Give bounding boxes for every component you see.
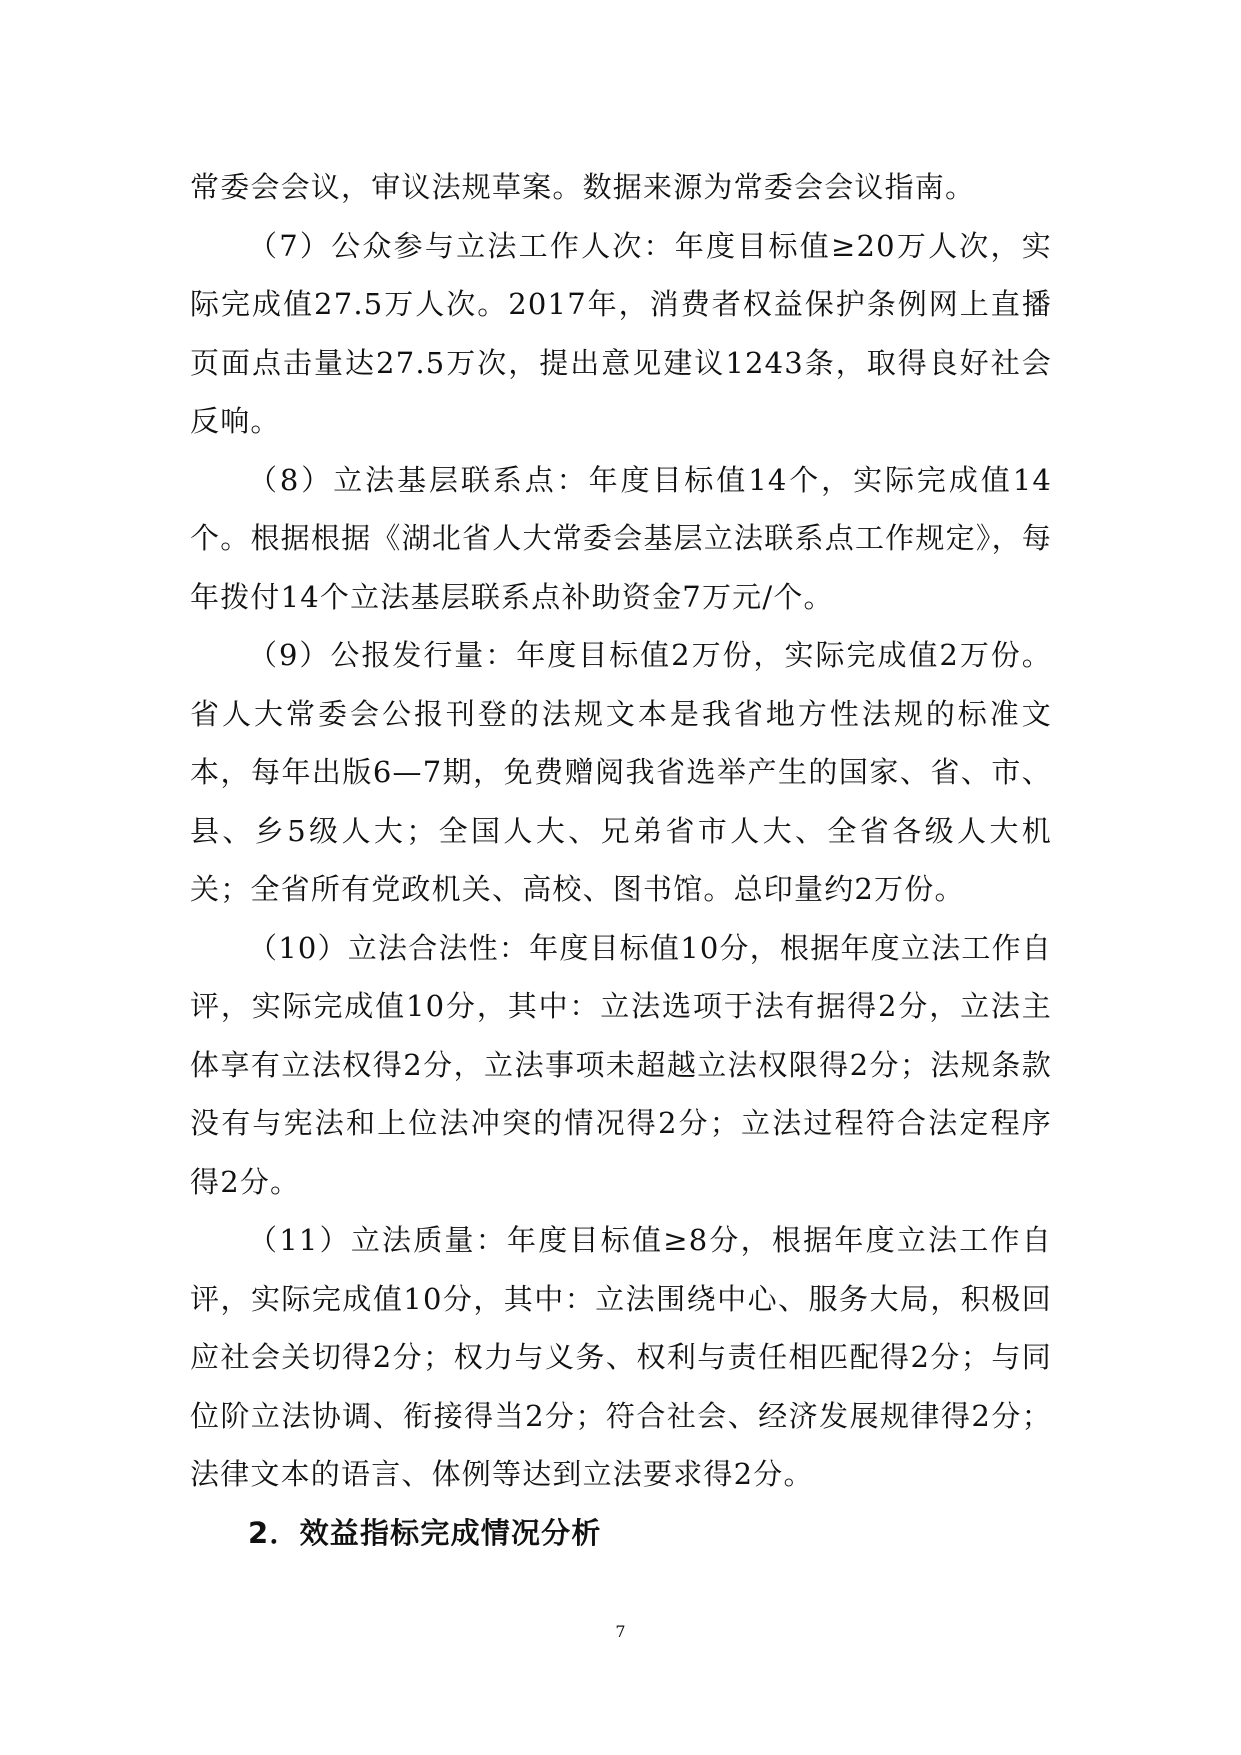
document-body [190,158,1052,1562]
paragraph-gazette-circulation: （9）公报发行量：年度目标值2万份，实际完成值2万份。省人大常委会公报刊登的法规文本是我省地方性法规的标准文本，每年出版6—7期，免费赠阅我省选举产生的国家、省、市、县、乡5级人大；全国人大、兄弟省市人大、全省各级人大机关；全省所有党政机关、高校、图书馆。总印量约2万份。 [190,638,1052,906]
paragraph-legislative-legality: （10）立法合法性：年度目标值10分，根据年度立法工作自评，实际完成值10分，其中：立法选项于法有据得2分，立法主体享有立法权得2分，立法事项未超越立法权限得2分；法规条款没有与宪法和上位法冲突的情况得2分；立法过程符合法定程序得2分。 [190,930,1052,1199]
page-number: 7 [615,1622,626,1641]
paragraph-public-participation: （7）公众参与立法工作人次：年度目标值≥20万人次，实际完成值27.5万人次。2017年，消费者权益保护条例网上直播页面点击量达27.5万次，提出意见建议1243条，取得良好社会反响。 [190,228,1052,438]
paragraph-legislative-quality: （11）立法质量：年度目标值≥8分，根据年度立法工作自评，实际完成值10分，其中：立法围绕中心、服务大局，积极回应社会关切得2分；权力与义务、权利与责任相匹配得2分；与同位阶立法协调、衔接得当2分；符合社会、经济发展规律得2分；法律文本的语言、体例等达到立法要求得2分。 [190,1223,1052,1491]
section-heading: 2．效益指标完成情况分析 [248,1515,602,1550]
paragraph-grassroots-contact-points: （8）立法基层联系点：年度目标值14个，实际完成值14个。根据根据《湖北省人大常委会基层立法联系点工作规定》，每年拨付14个立法基层联系点补助资金7万元/个。 [190,462,1052,614]
paragraph-continuation: 常委会会议，审议法规草案。数据来源为常委会会议指南。 [190,170,976,204]
